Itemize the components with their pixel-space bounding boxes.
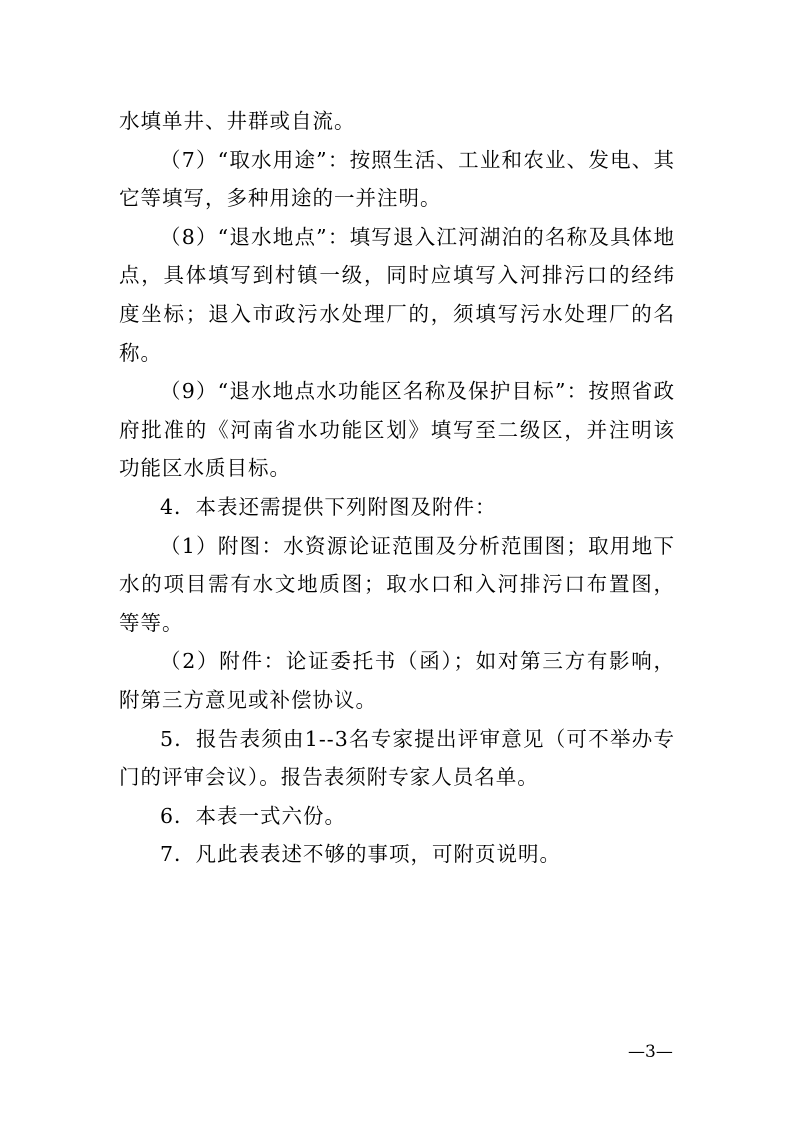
paragraph-additional-pages: 7．凡此表表述不够的事项，可附页说明。 (160, 842, 562, 867)
paragraph-attachments-heading: 4．本表还需提供下列附图及附件： (160, 494, 497, 519)
paragraph-attached-documents: （2）附件：论证委托书（函）；如对第三方有影响，附第三方意见或补偿协议。 (119, 649, 675, 712)
paragraph-water-use-purpose: （7）“取水用途”：按照生活、工业和农业、发电、其它等填写，多种用途的一并注明。 (119, 147, 675, 211)
paragraph-attached-maps: （1）附图：水资源论证范围及分析范围图；取用地下水的项目需有水文地质图；取水口和入河排污口布置图，等等。 (119, 533, 675, 635)
paragraph-expert-review: 5．报告表须由1--3名专家提出评审意见（可不举办专门的评审会议）。报告表须附专家人员名单。 (119, 726, 675, 790)
paragraph-copies: 6．本表一式六份。 (160, 803, 347, 828)
paragraph-discharge-location: （8）“退水地点”：填写退入江河湖泊的名称及具体地点，具体填写到村镇一级，同时应填写入河排污口的经纬度坐标；退入市政污水处理厂的，须填写污水处理厂的名称。 (119, 224, 675, 365)
paragraph-water-source-type: 水填单井、井群或自流。 (119, 109, 356, 133)
document-body (119, 102, 675, 874)
page-number: —3— (628, 1042, 673, 1062)
paragraph-water-function-zone: （9）“退水地点水功能区名称及保护目标”：按照省政府批准的《河南省水功能区划》填写至二级区，并注明该功能区水质目标。 (119, 379, 675, 481)
